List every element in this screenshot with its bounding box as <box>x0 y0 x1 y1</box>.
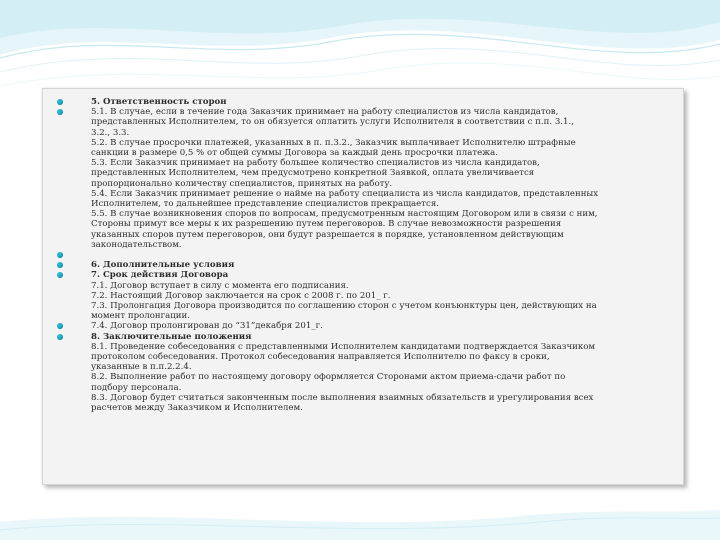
section-heading: 7. Срок действия Договора <box>91 270 229 281</box>
text-line: пропорционально количеству специалистов, принятых на работу. <box>91 178 393 189</box>
section-heading: 8. Заключительные положения <box>91 331 252 342</box>
text-line: законодательством. <box>91 239 182 250</box>
text-line: санкции в размере 0,5 % от общей суммы Договора за каждый день просрочки платежа. <box>91 148 498 159</box>
bullet-icon <box>57 262 63 268</box>
text-line: 5.4. Если Заказчик принимает решение о найме на работу специалиста из числа кандидатов, представленных <box>91 188 599 199</box>
decorative-wave-bottom <box>0 500 720 540</box>
bullet-icon <box>57 323 63 329</box>
text-line: Исполнителем, то дальнейшее представление специалистов прекращается. <box>91 199 439 210</box>
text-line: 3.2., 3.3. <box>91 127 130 138</box>
text-line: 5.3. Если Заказчик принимает на работу большее количество специалистов из числа кандидатов, <box>91 158 540 169</box>
bullet-item-section-8 <box>57 332 669 414</box>
bullet-item-section-6-title <box>57 260 669 270</box>
bullet-icon <box>57 334 63 340</box>
bullet-item-section-7-4 <box>57 321 669 331</box>
bullet-item-section-5-title <box>57 97 669 107</box>
text-line: 7.1. Договор вступает в силу с момента его подписания. <box>91 280 349 291</box>
text-line: 5.5. В случае возникновения споров по вопросам, предусмотренным настоящим Договором или в связи с ним, <box>91 209 598 220</box>
text-line: расчетов между Заказчиком и Исполнителем. <box>91 403 303 414</box>
text-line: подбору персонала. <box>91 382 182 393</box>
text-line: 7.4. Договор пролонгирован до “31”декабря 201_г. <box>91 321 323 332</box>
bullet-icon <box>57 109 63 115</box>
text-line: 5.1. В случае, если в течение года Заказчик принимает на работу специалистов из числа кандидатов, <box>91 107 559 118</box>
text-line: 7.2. Настоящий Договор заключается на срок с 2008 г. по 201_ г. <box>91 290 391 301</box>
text-line: представленных Исполнителем, чем предусмотрено конкретной Заявкой, оплата увеличивается <box>91 168 535 179</box>
text-line: указанных споров путем переговоров, они будут разрешается в порядке, установленном действующим <box>91 229 564 240</box>
text-line: момент пролонгации. <box>91 311 190 322</box>
text-line: 8.3. Договор будет считаться законченным после выполнения взаимных обязательств и урегулирования всех <box>91 392 594 403</box>
text-line: 5.2. В случае просрочки платежей, указанных в п. п.3.2., Заказчик выплачивает Исполнителю штрафные <box>91 137 576 148</box>
bullet-icon <box>57 99 63 105</box>
section-heading: 6. Дополнительные условия <box>91 260 235 271</box>
section-heading: 5. Ответственность сторон <box>91 97 227 107</box>
text-line: 8.1. Проведение собеседования с представленными Исполнителем кандидатами подтверждается Заказчиком <box>91 341 596 352</box>
bullet-item-empty <box>57 250 669 260</box>
text-line: представленных Исполнителем, то он обязуется оплатить услуги Исполнителя в соответствии с п.п. 3.1., <box>91 117 574 128</box>
bullet-item-section-7 <box>57 270 669 321</box>
bullet-icon <box>57 272 63 278</box>
text-line: указанные в п.п.2.2.4. <box>91 362 192 373</box>
text-line: 8.2. Выполнение работ по настоящему договору оформляется Сторонами актом приема-сдачи работ по <box>91 372 566 383</box>
bullet-list <box>57 97 669 413</box>
text-line: 7.3. Пролонгация Договора производится по соглашению сторон с учетом конъюнктуры цен, действующих на <box>91 301 597 312</box>
text-line: Стороны примут все меры к их разрешению путем переговоров. В случае невозможности разрешения <box>91 219 562 230</box>
bullet-icon <box>57 252 63 258</box>
content-panel <box>42 88 684 485</box>
document-text <box>57 97 669 413</box>
text-line: протоколом собеседования. Протокол собеседования направляется Исполнителю по факсу в сроки, <box>91 352 550 363</box>
bullet-item-section-5-body <box>57 107 669 250</box>
